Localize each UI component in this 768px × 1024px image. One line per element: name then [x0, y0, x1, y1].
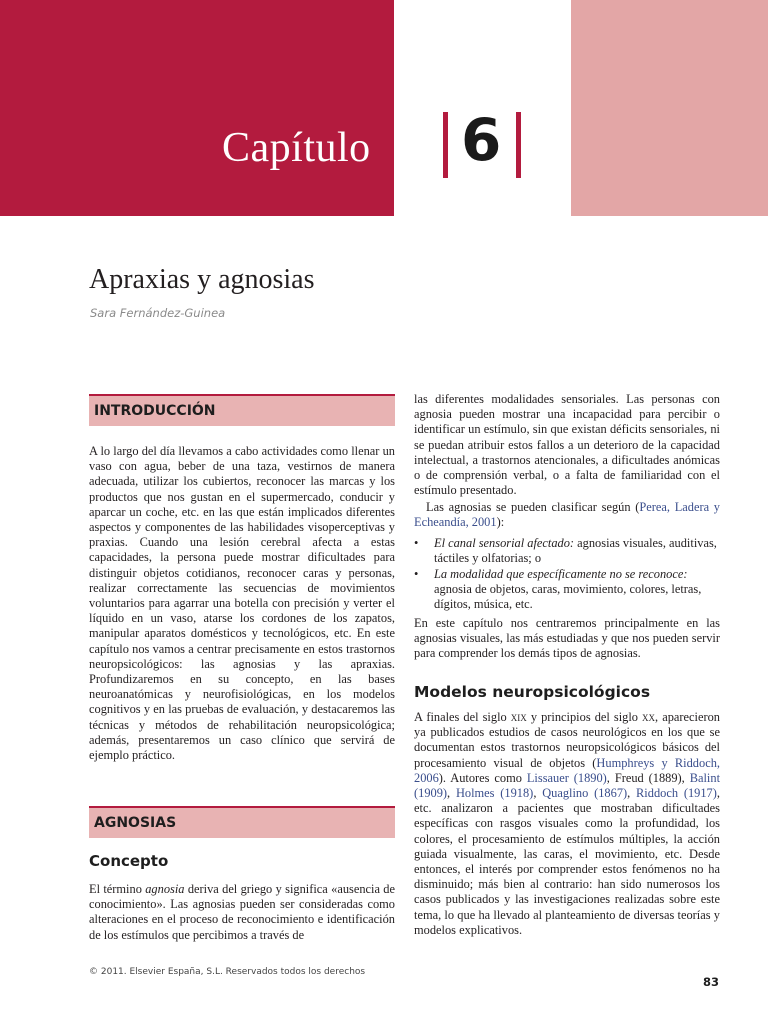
text-run: A finales del siglo [414, 710, 511, 724]
chapter-bar-right [516, 112, 521, 178]
section-heading-label: AGNOSIAS [94, 815, 177, 831]
text-run: , [627, 786, 637, 801]
citation-link[interactable]: Riddoch (1917) [636, 786, 717, 801]
copyright-footer: © 2011. Elsevier España, S.L. Reservados todos los derechos [89, 967, 366, 977]
text-run: Las agnosias se pueden clasificar según ( [426, 500, 640, 514]
subheading-modelos: Modelos neuropsicológicos [414, 683, 651, 701]
text-run: El término [89, 882, 146, 896]
right-paragraph-3: En este capítulo nos centraremos principalmente en las agnosias visuales, las más estudiadas y que nos pueden servir para comprender los demás tipos de agnosias. [414, 616, 720, 661]
chapter-label: Capítulo [222, 125, 371, 171]
bullet-text [434, 536, 720, 566]
section-heading-label: INTRODUCCIÓN [94, 403, 216, 419]
text-run: , [447, 786, 456, 801]
citation-link[interactable]: Balint (1909) [414, 770, 721, 801]
chapter-bar-left [443, 112, 448, 178]
citation-link[interactable]: Perea, Ladera y Echeandía, 2001 [414, 500, 720, 530]
italic-term: agnosia [145, 882, 185, 896]
text-run: , [533, 786, 543, 801]
page-number: 83 [702, 975, 719, 989]
author-name: Sara Fernández-Guinea [90, 306, 226, 320]
intro-paragraph: A lo largo del día llevamos a cabo actividades como llenar un vaso con agua, beber de una taza, vestirnos de manera adecuada, utilizar los cubiertos, reconocer las marcas y los productos que nos gustan en el supermercado, conducir y aparcar un coche, etc. en las que están implicados diferentes aspectos y componentes de las habilidades visoperceptivas y praxias. Cuando una lesión cerebral afecta a estas capacidades, la persona puede mostrar dificultades para distinguir objetos cotidianos, reconocer caras y personas, realizar correctamente las secuencias de movimientos voluntarios para agarrar una botella con precisión y verter el líquido en un vaso, atarse los cordones de los zapatos, manipular aparatos domésticos y tecnológicos, etc. En este capítulo nos vamos a centrar precisamente en estos trastornos neuropsicológicos: las agnosias y las apraxias. Profundizaremos en su concepto, en las bases neuroanatómicas y neurofisiológicas, en los modelos cognitivos y en las pruebas de evaluación, y destacaremos las técnicas y métodos de rehabilitación neuropsicológica; además, presentaremos un caso clínico que servirá de ejemplo práctico. [89, 444, 395, 763]
text-run: , aparecieron ya publicados estudios de casos neurológicos en los que se documentan estos trastornos neuropsicológicos básicos del procesamiento visual de objetos ( [414, 710, 720, 770]
chapter-number: 6 [461, 106, 502, 174]
text-run: agnosia de objetos, caras, movimiento, colores, letras, dígitos, música, etc. [434, 582, 702, 612]
bullet-dot-icon: • [414, 536, 419, 550]
citation-link[interactable]: Humphreys y Riddoch, 2006 [414, 755, 720, 785]
modelos-paragraph [414, 710, 720, 938]
banner-pink-block [571, 0, 768, 216]
subheading-concepto: Concepto [89, 852, 169, 870]
century-numeral: xx [642, 710, 656, 724]
concepto-paragraph [89, 882, 395, 943]
bullet-text [434, 567, 720, 613]
text-run: , Freud (1889), [606, 770, 690, 785]
right-paragraph-1: las diferentes modalidades sensoriales. Las personas con agnosia pueden mostrar una incapacidad para percibir o identificar un estímulo, sin que existan déficits sensoriales, ni se puedan atribuir estos fallos a un deterioro de la capacidad intelectual, a trastornos atencionales, a dificultades anómicas o de comprensión verbal, o a falta de familiaridad con el estímulo presentado. [414, 392, 720, 498]
chapter-title: Apraxias y agnosias [89, 264, 315, 295]
century-numeral: xix [510, 710, 527, 724]
italic-term: El canal sensorial afectado: [434, 536, 575, 550]
chapter-banner [0, 0, 394, 216]
citation-link[interactable]: Quaglino (1867) [542, 786, 628, 801]
text-run: y principios del siglo [526, 710, 643, 724]
section-heading-agnosias [89, 806, 395, 838]
citation-link[interactable]: Holmes (1918) [455, 786, 534, 801]
text-run: agnosias visuales, auditivas, táctiles y olfatorias; o [434, 536, 717, 566]
citation-link[interactable]: Lissauer (1890) [526, 770, 607, 785]
right-paragraph-2 [414, 500, 720, 530]
text-run: ): [496, 515, 505, 530]
text-run: ). Autores como [438, 770, 527, 785]
section-heading-introduccion [89, 394, 395, 426]
text-run: , etc. analizaron a pacientes que mostraban dificultades específicas con rasgos visuales como la profundidad, los colores, el procesamiento de estímulos múltiples, la acción guiada visualmente, las caras, el movimiento, etc. Desde entonces, el interés por comprender estos fenómenos no ha disminuido; más bien al contrario: han sido numerosos los casos publicados y las investigaciones realizadas sobre este tema, lo que ha llevado al planteamiento de diversas teorías y modelos explicativos. [414, 786, 720, 937]
bullet-dot-icon: • [414, 567, 419, 581]
text-run: deriva del griego y significa «ausencia de conocimiento». Las agnosias pueden ser consideradas como alteraciones en el proceso de reconocimiento e identificación de los estímulos que percibimos a través de [89, 882, 395, 942]
italic-term: La modalidad que específicamente no se reconoce: [434, 567, 688, 581]
